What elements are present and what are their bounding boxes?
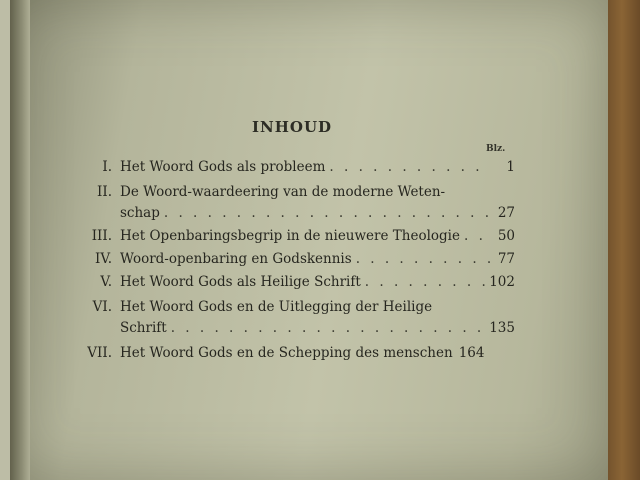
- leader-dots: [464, 226, 491, 246]
- toc-entry-5: [60, 272, 515, 293]
- entry-title: Het Woord Gods als Heilige Schrift: [120, 274, 361, 290]
- entry-title: Het Woord Gods en de Uitlegging der Heilige: [120, 299, 433, 315]
- toc-entry-1: [60, 157, 515, 178]
- toc-entry-6: [60, 297, 515, 339]
- entry-title-continued: Schrift: [120, 320, 167, 336]
- toc-entry-4: [60, 249, 515, 270]
- leader-dots: [356, 249, 491, 269]
- page-gutter: [8, 0, 30, 480]
- page-column-label: Blz.: [486, 144, 506, 154]
- toc-entry-3: [60, 226, 515, 247]
- entry-number: VI.: [92, 299, 112, 315]
- leader-dots: [171, 318, 486, 338]
- entry-number: II.: [97, 184, 112, 200]
- toc-heading: INHOUD: [252, 118, 333, 136]
- facing-page-edge: [0, 0, 10, 480]
- entry-title: Woord-openbaring en Godskennis: [120, 251, 352, 267]
- entry-page: 135: [489, 320, 515, 336]
- leader-dots: [164, 203, 491, 223]
- entry-title: Het Woord Gods als probleem: [120, 159, 326, 175]
- toc-entry-7: [60, 343, 515, 364]
- leader-dots: [329, 157, 491, 177]
- entry-title: De Woord-waardeering van de moderne Weten-: [120, 184, 446, 200]
- entry-number: IV.: [94, 251, 112, 267]
- entry-page: 50: [497, 228, 515, 244]
- entry-number: V.: [100, 274, 112, 290]
- entry-page: 1: [506, 159, 515, 175]
- entry-number: III.: [91, 228, 112, 244]
- entry-number: VII.: [87, 345, 112, 361]
- entry-page: 102: [489, 274, 515, 290]
- entry-title-continued: schap: [120, 205, 160, 221]
- entry-page: 27: [497, 205, 515, 221]
- toc-entry-2: [60, 182, 515, 224]
- leader-dots: [365, 272, 485, 292]
- entry-title: Het Openbaringsbegrip in de nieuwere Theologie: [120, 228, 460, 244]
- table-surface: [604, 0, 640, 480]
- entry-title: Het Woord Gods en de Schepping des menschen: [120, 345, 453, 361]
- entry-page: 164: [458, 345, 485, 361]
- entry-number: I.: [102, 159, 112, 175]
- entry-page: 77: [497, 251, 515, 267]
